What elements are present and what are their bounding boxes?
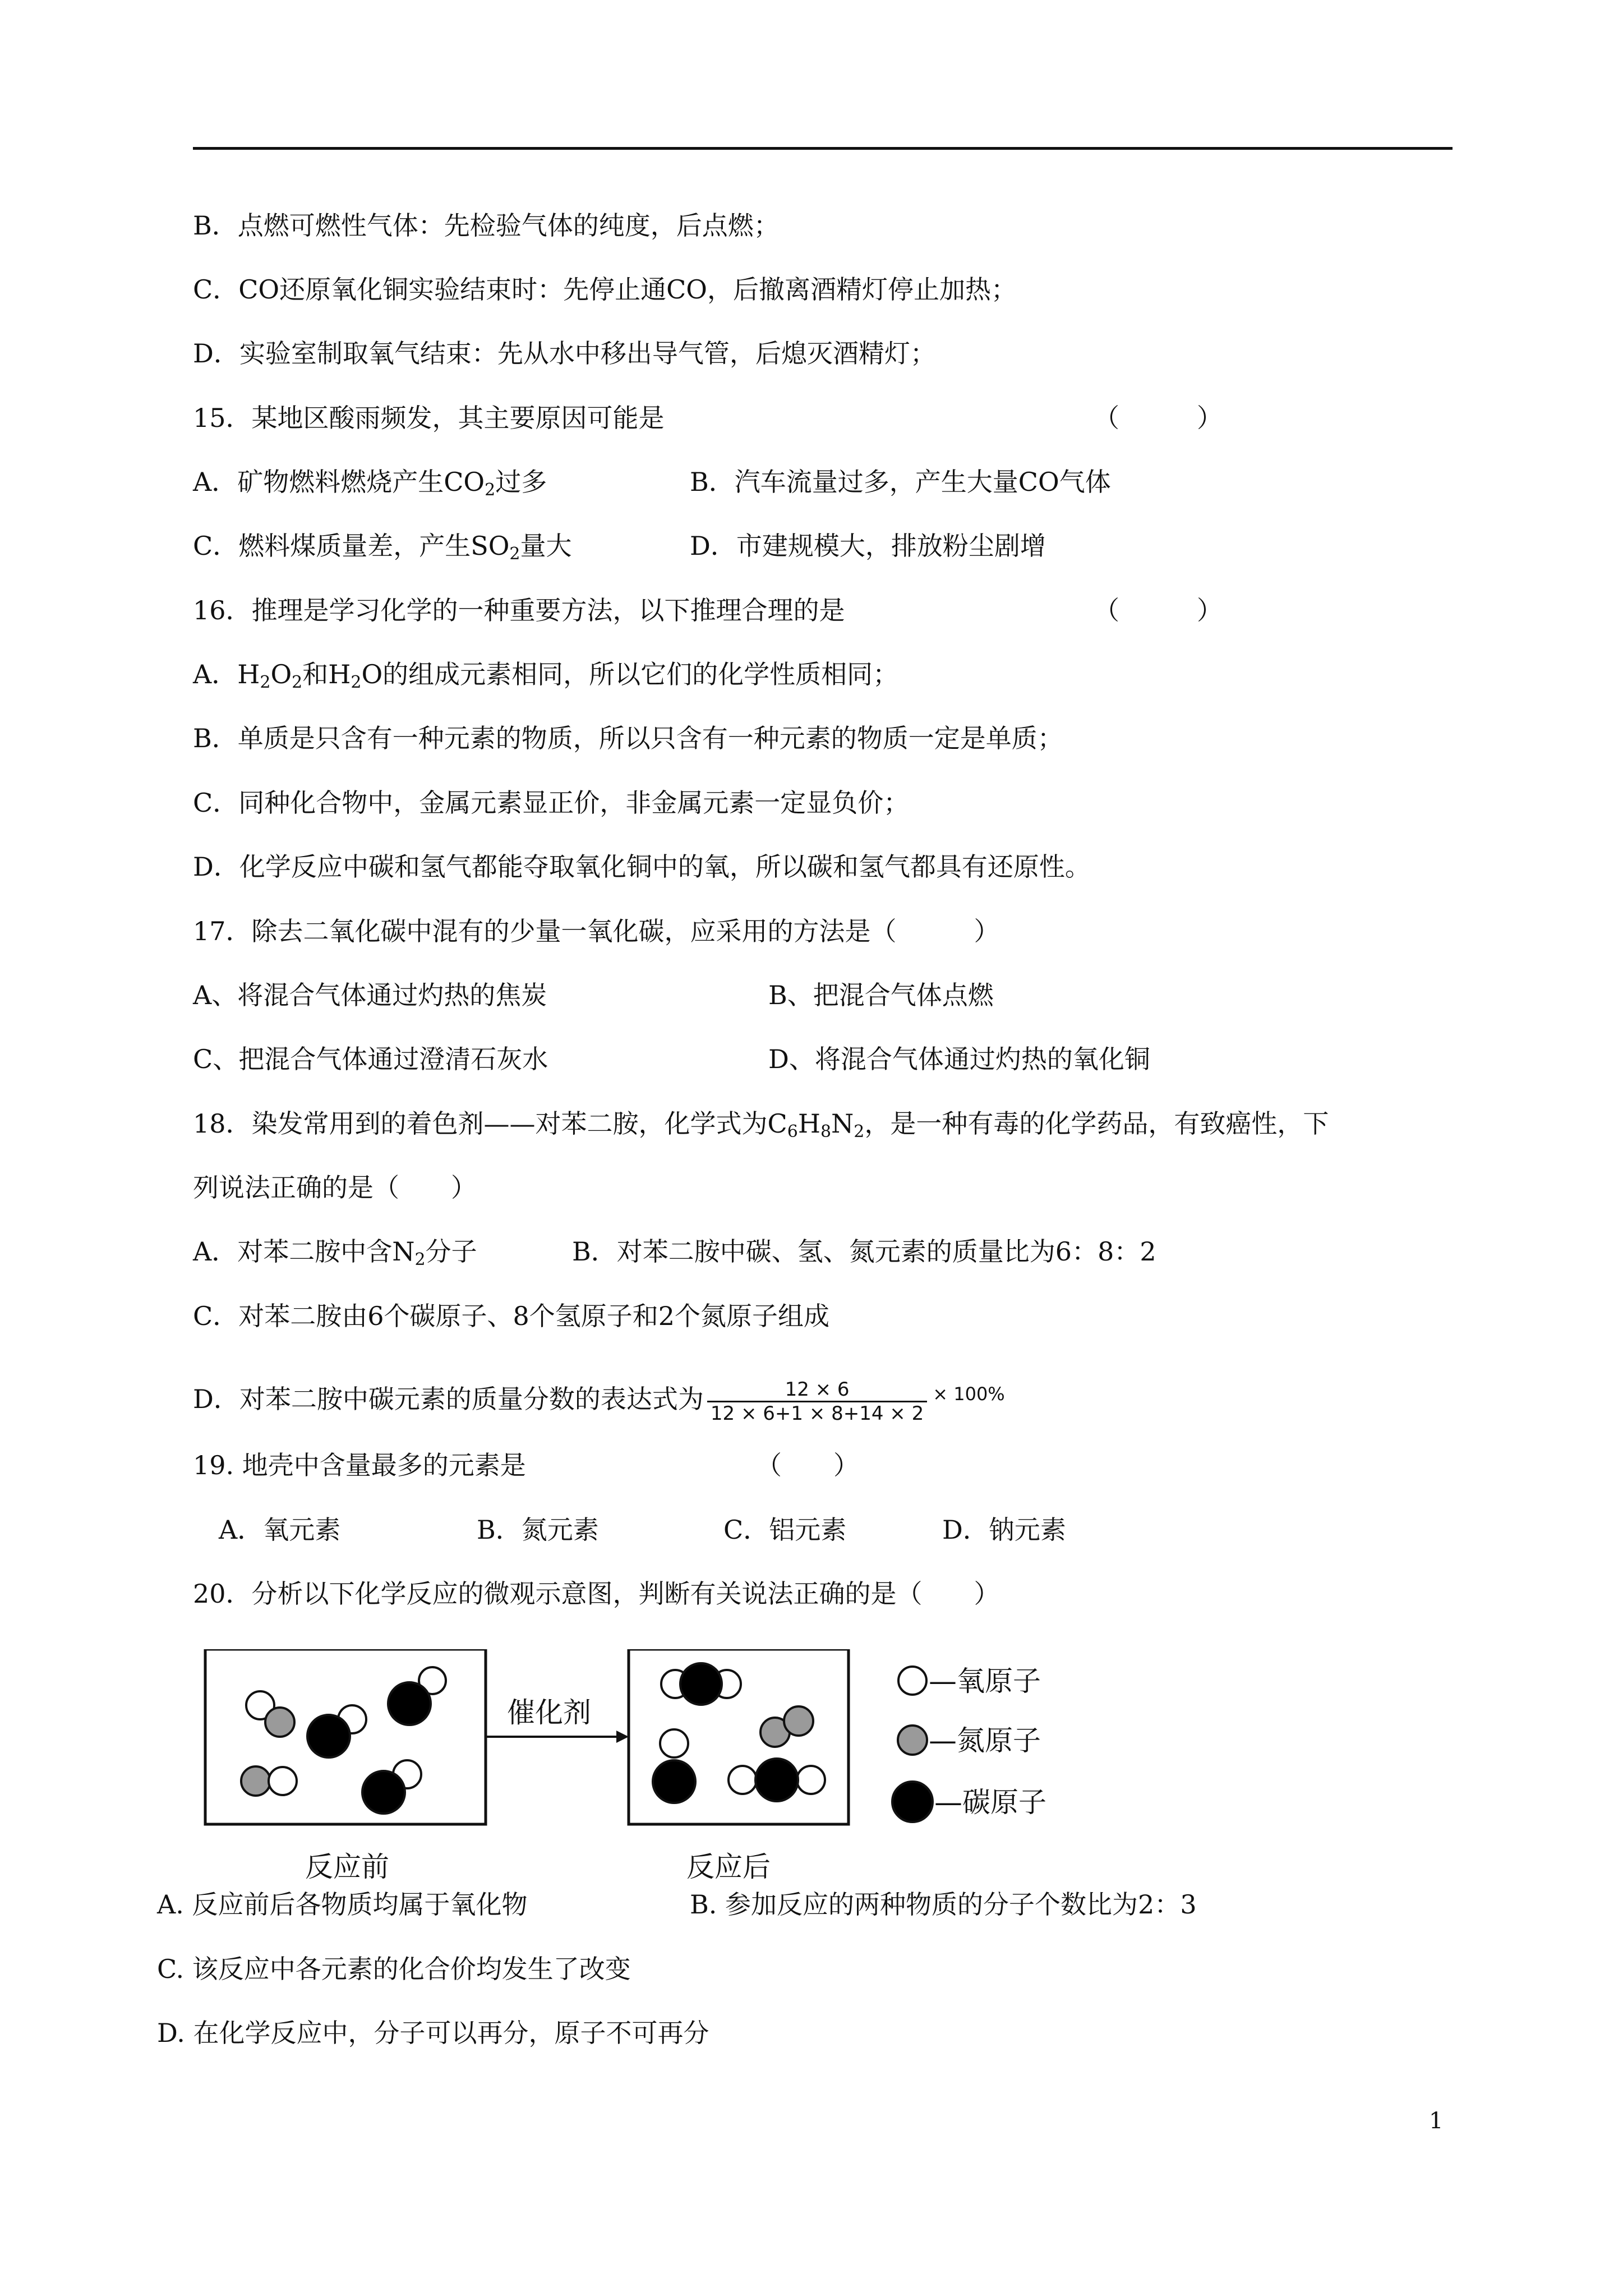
- q20-option-c: C. 该反应中各元素的化合价均发生了改变: [157, 1954, 631, 1984]
- legend: [892, 1665, 1046, 1822]
- q16-answer-blank: （ ）: [1094, 595, 1223, 625]
- carbon-atom: [653, 1760, 695, 1803]
- q15-option-a: A．矿物燃料燃烧产生$CO_2$过多: [193, 467, 547, 500]
- nitrogen-atom: [784, 1706, 813, 1736]
- q14-option-b: B．点燃可燃性气体：先检验气体的纯度，后点燃；: [193, 210, 780, 241]
- page-number: 1: [1429, 2108, 1444, 2134]
- q19-option-d: D．钠元素: [942, 1515, 1066, 1545]
- after-label: 反应后: [686, 1851, 771, 1883]
- nitrogen-atom: [265, 1708, 294, 1737]
- q20-stem: 20．分析以下化学反应的微观示意图，判断有关说法正确的是（ ）: [193, 1579, 1000, 1609]
- q16-option-c: C．同种化合物中，金属元素显正价，非金属元素一定显负价；: [193, 788, 910, 818]
- q20-option-b: B. 参加反应的两种物质的分子个数比为2：3: [690, 1889, 1197, 1920]
- q19-stem: 19. 地壳中含量最多的元素是: [193, 1450, 526, 1480]
- q15-answer-blank: （ ）: [1094, 403, 1223, 433]
- after-molecules: [653, 1663, 825, 1803]
- carbon-atom: [388, 1682, 431, 1725]
- q15-option-c: C．燃料煤质量差，产生$SO_2$量大: [193, 531, 572, 564]
- q17-option-b: B、把混合气体点燃: [768, 980, 994, 1010]
- header-rule: [193, 147, 1453, 150]
- oxygen-atom: [269, 1767, 297, 1795]
- q20-option-a: A. 反应前后各物质均属于氧化物: [157, 1889, 528, 1920]
- before-molecules: [241, 1667, 446, 1814]
- q15-option-b: B．汽车流量过多，产生大量CO气体: [690, 467, 1111, 497]
- q15-option-d: D．市建规模大，排放粉尘剧增: [690, 531, 1046, 561]
- q20-option-d: D. 在化学反应中，分子可以再分，原子不可再分: [157, 2018, 709, 2048]
- legend-nitrogen-label: —氮原子: [929, 1724, 1041, 1757]
- catalyst-label: 催化剂: [507, 1696, 591, 1729]
- legend-oxygen-swatch: [898, 1667, 926, 1695]
- q19-option-c: C．铝元素: [723, 1515, 847, 1545]
- q19-answer-blank: （ ）: [756, 1450, 859, 1480]
- before-label: 反应前: [305, 1851, 389, 1883]
- reaction-arrow-head: [616, 1731, 629, 1743]
- fraction-numerator: 12 × 6: [785, 1378, 850, 1401]
- oxygen-atom: [660, 1729, 688, 1757]
- q18-stem-continued: 列说法正确的是（ ）: [193, 1172, 477, 1203]
- reaction-micro-diagram: [193, 1649, 1135, 1896]
- q17-option-a: A、将混合气体通过灼热的焦炭: [193, 980, 547, 1010]
- q18-option-b: B．对苯二胺中碳、氢、氮元素的质量比为6：8：2: [572, 1236, 1156, 1267]
- carbon-atom: [680, 1663, 722, 1705]
- q16-option-a: A．$H_2O_2$和$H_2O$的组成元素相同，所以它们的化学性质相同；: [193, 659, 899, 692]
- fraction-denominator: 12 × 6+1 × 8+14 × 2: [707, 1401, 927, 1425]
- mass-fraction-formula: [707, 1378, 927, 1425]
- q17-stem: 17．除去二氧化碳中混有的少量一氧化碳，应采用的方法是（ ）: [193, 916, 1000, 946]
- q18-option-c: C．对苯二胺由6个碳原子、8个氢原子和2个氮原子组成: [193, 1301, 829, 1331]
- q17-option-d: D、将混合气体通过灼热的氧化铜: [768, 1044, 1150, 1074]
- q16-option-d: D．化学反应中碳和氢气都能夺取氧化铜中的氧，所以碳和氢气都具有还原性。: [193, 852, 1091, 882]
- legend-nitrogen-swatch: [898, 1726, 927, 1755]
- q18-stem: 18．染发常用到的着色剂——对苯二胺，化学式为$C_6H_8N_2$，是一种有毒的化学药品，有致癌性，下: [193, 1108, 1329, 1142]
- carbon-atom: [362, 1771, 405, 1814]
- q19-option-b: B．氮元素: [477, 1515, 599, 1545]
- q19-option-a: A．氧元素: [219, 1515, 341, 1545]
- q14-option-d: D．实验室制取氧气结束：先从水中移出导气管，后熄灭酒精灯；: [193, 338, 936, 369]
- legend-oxygen-label: —氧原子: [929, 1665, 1041, 1697]
- legend-carbon-swatch: [892, 1782, 933, 1822]
- carbon-atom: [307, 1715, 350, 1757]
- nitrogen-atom: [241, 1766, 270, 1796]
- q16-option-b: B．单质是只含有一种元素的物质，所以只含有一种元素的物质一定是单质；: [193, 723, 1063, 753]
- q14-option-c: C．CO还原氧化铜实验结束时：先停止通CO，后撤离酒精灯停止加热；: [193, 274, 1017, 305]
- oxygen-atom: [797, 1766, 825, 1794]
- carbon-atom: [755, 1759, 798, 1801]
- percent-factor: × 100%: [933, 1383, 1005, 1405]
- reaction-diagram-svg: [193, 1649, 1135, 1896]
- q17-option-c: C、把混合气体通过澄清石灰水: [193, 1044, 548, 1074]
- legend-carbon-label: —碳原子: [934, 1786, 1046, 1819]
- q16-stem: 16．推理是学习化学的一种重要方法，以下推理合理的是: [193, 595, 845, 625]
- q18-option-d: D．对苯二胺中碳元素的质量分数的表达式为 $\frac{12 \times 6}{12 \times 6+1 \times 8+14 \times 2}$ $^{\times 100\%}$: [193, 1378, 1005, 1425]
- q15-stem: 15．某地区酸雨频发，其主要原因可能是: [193, 403, 665, 433]
- oxygen-atom: [728, 1766, 757, 1794]
- q18-option-a: A．对苯二胺中含$N_2$分子: [193, 1236, 477, 1269]
